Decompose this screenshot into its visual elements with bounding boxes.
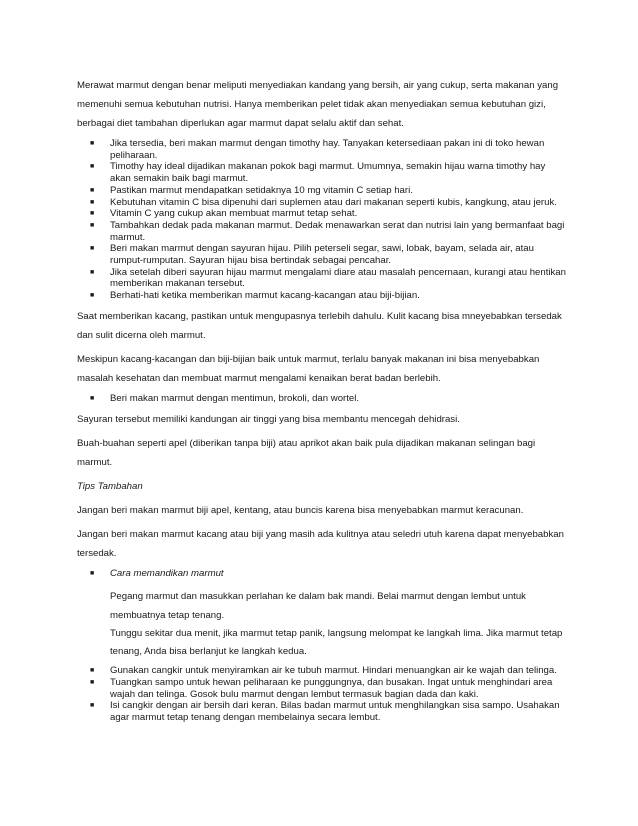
grains-paragraph: Meskipun kacang-kacangan dan biji-bijian baik untuk marmut, terlalu banyak makanan ini bisa menyebabkan masalah kesehatan dan membuat marmut mengalami kenaikan berat badan berlebih.: [77, 353, 540, 384]
list-item: ■ Gunakan cangkir untuk menyiramkan air ke tubuh marmut. Hindari menuangkan air ke wajah dan telinga.: [90, 665, 557, 677]
square-bullet-icon: ■: [90, 163, 95, 171]
square-bullet-icon: ■: [90, 292, 95, 300]
document-page: [77, 76, 567, 729]
intro-paragraph: Merawat marmut dengan benar meliputi menyediakan kandang yang bersih, air yang cukup, serta makanan yang memenuhi semua kebutuhan nutrisi. Hanya memberikan pelet tidak akan menyediakan semua kebutuhan gizi, berbagai diet tambahan diperlukan agar marmut dapat selalu aktif dan sehat.: [77, 80, 559, 129]
list-item: ■ Vitamin C yang cukup akan membuat marmut tetap sehat.: [90, 208, 358, 220]
vegetables-paragraph: Sayuran tersebut memiliki kandungan air tinggi yang bisa membantu mencegah dehidrasi.: [77, 413, 460, 425]
nuts-paragraph: Saat memberikan kacang, pastikan untuk mengupasnya terlebih dahulu. Kulit kacang bisa mneyebabkan tersedak dan sulit dicerna oleh marmut.: [77, 310, 562, 341]
list-item: ■ Kebutuhan vitamin C bisa dipenuhi dari suplemen atau dari makanan seperti kubis, kangkung, atau jeruk.: [90, 196, 557, 208]
square-bullet-icon: ■: [90, 268, 95, 276]
square-bullet-icon: ■: [90, 140, 95, 147]
tips-heading: Tips Tambahan: [77, 480, 143, 492]
fruits-paragraph: Buah-buahan seperti apel (diberikan tanpa biji) atau aprikot akan baik pula dijadikan makanan selingan bagi marmut.: [77, 437, 536, 468]
bathing-step-paragraph-1: Pegang marmut dan masukkan perlahan ke dalam bak mandi. Belai marmut dengan lembut untuk membuatnya tetap tenang.: [110, 591, 526, 621]
list-item: ■ Jika setelah diberi sayuran hijau marmut mengalami diare atau masalah pencernaan, kurangi atau hentikan memberikan makanan tersebut.: [90, 266, 566, 290]
bathing-step-paragraph-2: Tunggu sekitar dua menit, jika marmut tetap panik, langsung melompat ke langkah lima. Jika marmut tetap tenang, Anda bisa berlanjut ke langkah kedua.: [110, 628, 563, 658]
list-item: ■ Isi cangkir dengan air bersih dari keran. Bilas badan marmut untuk menghilangkan sisa sampo. Usahakan agar marmut tetap tenang dengan membelainya secara lembut.: [90, 700, 560, 724]
square-bullet-icon: ■: [90, 198, 95, 206]
list-item: ■ Jika tersedia, beri makan marmut dengan timothy hay. Tanyakan ketersediaan pakan ini di toko hewan peliharaan.: [90, 138, 545, 161]
square-bullet-icon: ■: [90, 569, 95, 577]
list-item: ■ Pastikan marmut mendapatkan setidaknya 10 mg vitamin C setiap hari.: [90, 184, 413, 196]
square-bullet-icon: ■: [90, 245, 95, 253]
square-bullet-icon: ■: [90, 394, 95, 402]
bathing-steps-list: [77, 665, 567, 724]
list-item: ■ Timothy hay ideal dijadikan makanan pokok bagi marmut. Umumnya, semakin hijau warna timothy hay akan semakin baik bagi marmut.: [90, 161, 546, 185]
warning-paragraph-2: Jangan beri makan marmut kacang atau biji yang masih ada kulitnya atau seledri utuh karena dapat menyebabkan tersedak.: [77, 528, 564, 559]
square-bullet-icon: ■: [90, 678, 95, 686]
square-bullet-icon: ■: [90, 221, 95, 229]
list-item: ■ Cara memandikan marmut: [90, 567, 224, 579]
square-bullet-icon: ■: [90, 186, 95, 194]
list-item: ■ Beri makan marmut dengan mentimun, brokoli, dan wortel.: [90, 392, 360, 404]
feeding-tips-list: [77, 138, 567, 302]
list-item: ■ Beri makan marmut dengan sayuran hijau. Pilih peterseli segar, sawi, lobak, bayam, selada air, atau rumput-rumputan. Sayuran hijau bisa bertindak sebagai pencahar.: [90, 243, 534, 267]
bathing-instructions: [77, 588, 567, 661]
vegetables-list: [77, 393, 567, 405]
square-bullet-icon: ■: [90, 702, 95, 710]
warning-paragraph-1: Jangan beri makan marmut biji apel, kentang, atau buncis karena bisa menyebabkan marmut keracunan.: [77, 504, 524, 516]
list-item: ■ Tuangkan sampo untuk hewan peliharaan ke punggungnya, dan busakan. Ingat untuk menghindari area wajah dan telinga. Gosok bulu marmut dengan lembut termasuk bagian dada dan kaki.: [90, 676, 553, 700]
square-bullet-icon: ■: [90, 667, 95, 675]
list-item: ■ Berhati-hati ketika memberikan marmut kacang-kacangan atau biji-bijian.: [90, 290, 420, 302]
bathing-heading-list: [77, 568, 567, 580]
square-bullet-icon: ■: [90, 210, 95, 218]
list-item: ■ Tambahkan dedak pada makanan marmut. Dedak menawarkan serat dan nutrisi lain yang bermanfaat bagi marmut.: [90, 219, 565, 243]
